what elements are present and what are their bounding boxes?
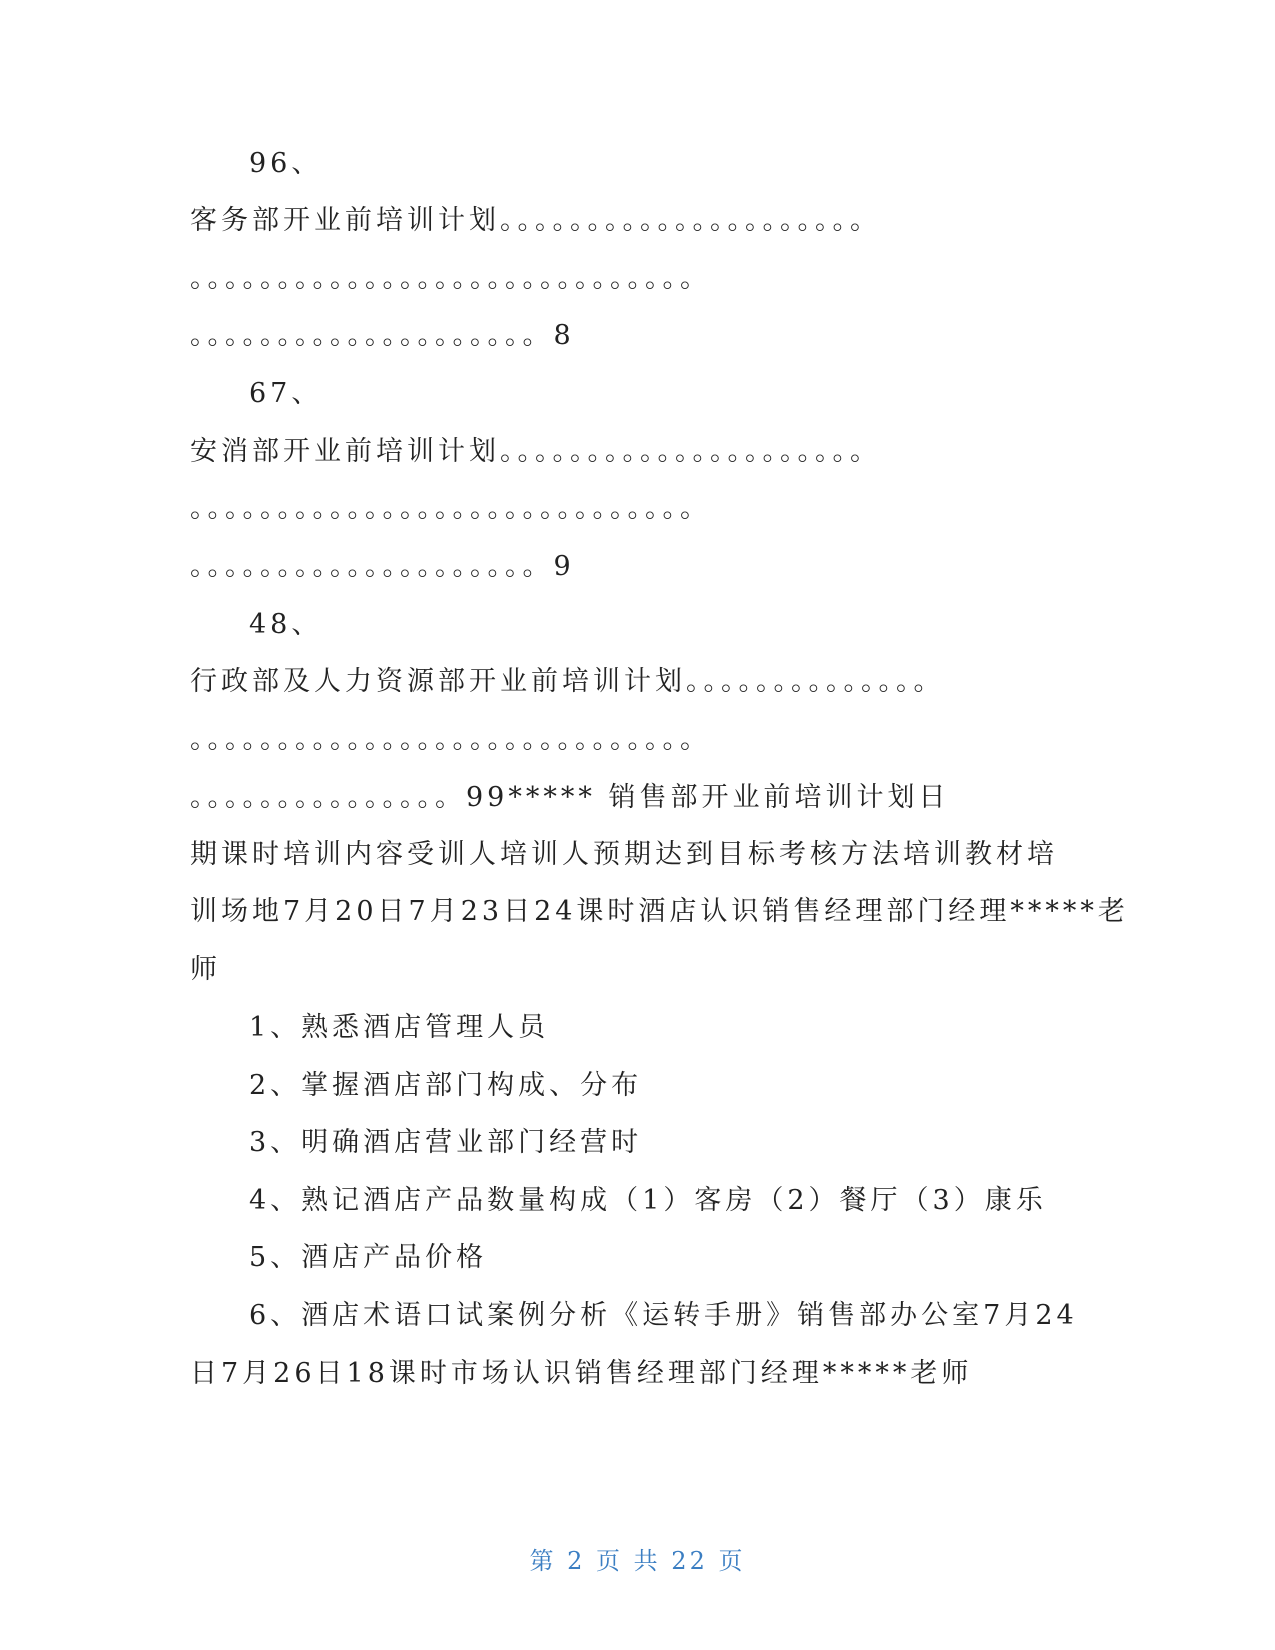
toc-dots-line: 。。。。。。。。。。。。。。。。。。。。。。。。。。。。。: [190, 724, 711, 755]
toc-entry-line: 客务部开业前培训计划。。。。。。。。。。。。。。。。。。。。。: [190, 205, 881, 236]
toc-dots-line: 。。。。。。。。。。。。。。。。。。。。。。。。。。。。。: [190, 493, 711, 524]
list-item: 2、掌握酒店部门构成、分布: [249, 1070, 643, 1101]
list-item: 4、熟记酒店产品数量构成（1）客房（2）餐厅（3）康乐: [249, 1185, 1047, 1216]
body-text-line: 日7月26日18课时市场认识销售经理部门经理*****老师: [190, 1358, 973, 1389]
toc-entry-line: 行政部及人力资源部开业前培训计划。。。。。。。。。。。。。。: [190, 666, 945, 697]
toc-dots-line: 。。。。。。。。。。。。。。。。。。。。。。。。。。。。。: [190, 263, 711, 294]
page-footer: 第 2 页 共 22 页: [529, 1547, 746, 1575]
list-item: 1、熟悉酒店管理人员: [249, 1012, 550, 1043]
toc-page-line: 。。。。。。。。。。。。。。。。。。。。9: [190, 551, 575, 582]
list-item: 6、酒店术语口试案例分析《运转手册》销售部办公室7月24: [249, 1300, 1078, 1331]
list-item: 3、明确酒店营业部门经营时: [249, 1127, 643, 1158]
toc-number: 48、: [249, 609, 323, 640]
body-text-line: 。。。。。。。。。。。。。。。99***** 销售部开业前培训计划日: [190, 782, 950, 813]
toc-page-line: 。。。。。。。。。。。。。。。。。。。。8: [190, 320, 575, 351]
toc-number: 96、: [249, 148, 323, 179]
toc-entry-line: 安消部开业前培训计划。。。。。。。。。。。。。。。。。。。。。: [190, 436, 881, 467]
toc-number: 67、: [249, 378, 323, 409]
body-text-line: 期课时培训内容受训人培训人预期达到目标考核方法培训教材培: [190, 839, 1058, 870]
body-text-line: 训场地7月20日7月23日24课时酒店认识销售经理部门经理*****老: [190, 896, 1129, 927]
body-text-line: 师: [190, 954, 221, 985]
list-item: 5、酒店产品价格: [249, 1242, 488, 1273]
